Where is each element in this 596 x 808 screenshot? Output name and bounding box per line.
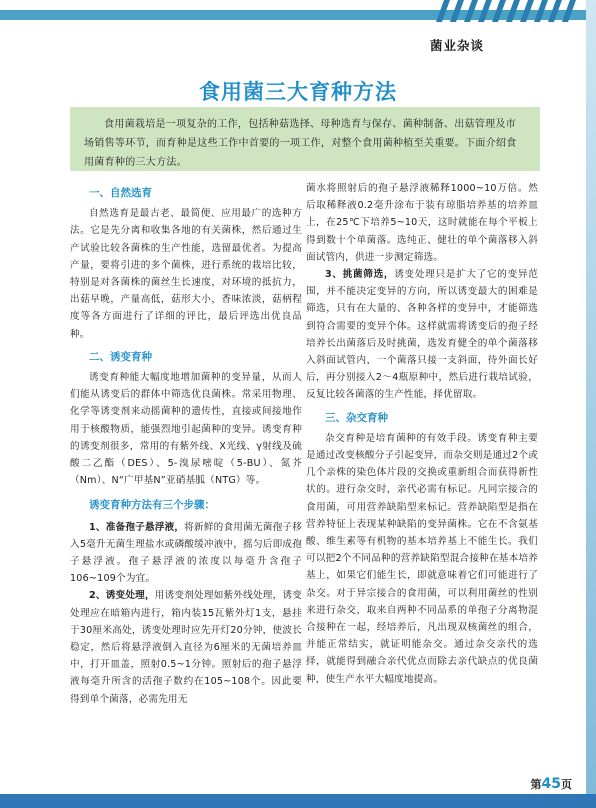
page-edge-shade xyxy=(586,0,596,808)
step-3 xyxy=(306,266,538,404)
right-column xyxy=(306,180,538,688)
page-suffix: 页 xyxy=(561,778,572,791)
subheading-steps: 诱变育种方法有三个步骤： xyxy=(89,499,215,512)
step-2-label: 2、诱变处理， xyxy=(89,590,155,602)
step-3-label: 3、挑菌筛选， xyxy=(325,269,395,281)
heading-hybrid-breeding: 三、杂交育种 xyxy=(325,411,388,424)
paragraph-continued: 菌水将照射后的孢子悬浮液稀释1000~10万倍。然后取稀释液0.2毫升涂布于装有琼脂培养基的培养皿上，在25℃下培养5~10天，这时就能在每个平板上得到数十个单菌落。选纯正、健壮的单个菌落移入斜面试管内，供进一步测定筛选。 xyxy=(306,183,538,263)
article-title: 食用菌三大育种方法 xyxy=(199,80,397,104)
page-number-value: 45 xyxy=(541,776,561,792)
page-prefix: 第 xyxy=(530,778,542,791)
step-1 xyxy=(70,519,302,588)
left-column xyxy=(70,182,302,708)
heading-mutation-breeding: 二、诱变育种 xyxy=(89,350,152,363)
paragraph-mutation-breeding: 诱变育种能大幅度地增加菌种的变异量，从而人们能从诱变后的群体中筛选优良菌株。常采用物理、化学等诱变剂来动摇菌种的遗传性，直接或间接地作用于核酸物质，能强烈地引起菌种的变异。诱变育种的诱变剂很多，常用的有紫外线、X光线、γ射线及硫酸二乙酯（DES）、5-溴尿嘧啶（5-BU）、氮芥（Nm）、N“广甲基N”亚硝基胍（NTG）等。 xyxy=(70,372,302,487)
header-stripes xyxy=(432,0,582,22)
section-tag: 菌业杂谈 xyxy=(430,38,485,53)
paragraph-hybrid-breeding: 杂交育种是培育菌种的有效手段。诱变育种主要是通过改变核酸分子引起变异，而杂交则是通过2个或几个亲株的染色体片段的交换或重新组合而获得新性状的。进行杂交时，亲代必需有标记。凡同宗接合的食用菌，可用营养缺陷型来标记。营养缺陷型是指在营养特征上表现某种缺陷的变异菌株。它在不含氨基酸、维生素等有机物的基本培养基上不能生长。我们可以把2个不同品种的营养缺陷型混合接种在基本培养基上，如果它们能生长，即就意味着它们可能进行了杂交。对于异宗接合的食用菌，可以利用菌丝的性别来进行杂交，取来自两种不同品系的单孢子分离物混合接种在一起，经培养后，凡出现双核菌丝的组合，并能正常结实，就证明能杂交。通过杂交亲代的选择，就能得到融合亲代优点而除去亲代缺点的优良菌种，使生产水平大幅度地提高。 xyxy=(306,432,538,685)
heading-natural-selection: 一、自然选育 xyxy=(89,187,152,199)
step-2-text: 用诱变剂处理如紫外线处理，诱变处理应在暗箱内进行，箱内装15瓦紫外灯1支，悬挂于30厘米高处，诱变处理时应先开灯20分钟，使波长稳定，然后将悬浮液倒入直径为6厘米的无菌培养皿中，打开皿盖，照射0.5~1分钟。照射后的孢子悬浮液每毫升所含的活孢子数约在105~108个。因此要得到单个菌落，必需先用无 xyxy=(70,590,303,705)
step-3-text: 诱变处理只是扩大了它的变异范围，并不能决定变异的方向，所以诱变最大的困难是筛选，只有在大量的、各种各样的变异中，才能筛选到符合需要的变异个体。这样就需将诱变后的孢子经培养长出菌落后及时挑菌，选发育健全的单个菌落移入斜面试管内，一个菌落只接一支斜面，待外面长好后，再分别接入2～4瓶原种中，然后进行栽培试验，反复比较各菌落的生产性能，择优留取。 xyxy=(306,269,538,401)
paragraph-natural-selection: 自然选育是最古老、最简便、应用最广的选种方法。它是先分离和收集各地的有关菌株，然后通过生产试验比较各菌株的生产性能，选留最优者。为提高产量，要将引进的多个菌株，进行系统的栽培比较，特别是对各菌株的菌丝生长速度，对环境的抵抗力，出菇早晚，产量高低，菇形大小，香味浓淡，菇柄程度等各方面进行了详细的评比，最后评选出优良品种。 xyxy=(70,208,302,340)
footer-bar xyxy=(0,794,596,808)
step-2 xyxy=(70,587,302,707)
step-1-label: 1、准备孢子悬浮液， xyxy=(89,521,185,533)
step-1-text: 将新鲜的食用菌无菌孢子移入5毫升无菌生理盐水或磷酸缓冲液中，摇匀后即成孢子悬浮液。孢子悬浮液的浓度以每毫升含孢子106~109个为宜。 xyxy=(70,521,302,585)
intro-box: 食用菌栽培是一项复杂的工作，包括种菇选择、母种选育与保存、菌种制备、出菇管理及市场销售等环节，而育种是这些工作中首要的一项工作，对整个食用菌种植至关重要。下面介绍食用菌育种的三大方法。 xyxy=(70,107,540,171)
page-number xyxy=(525,776,578,794)
